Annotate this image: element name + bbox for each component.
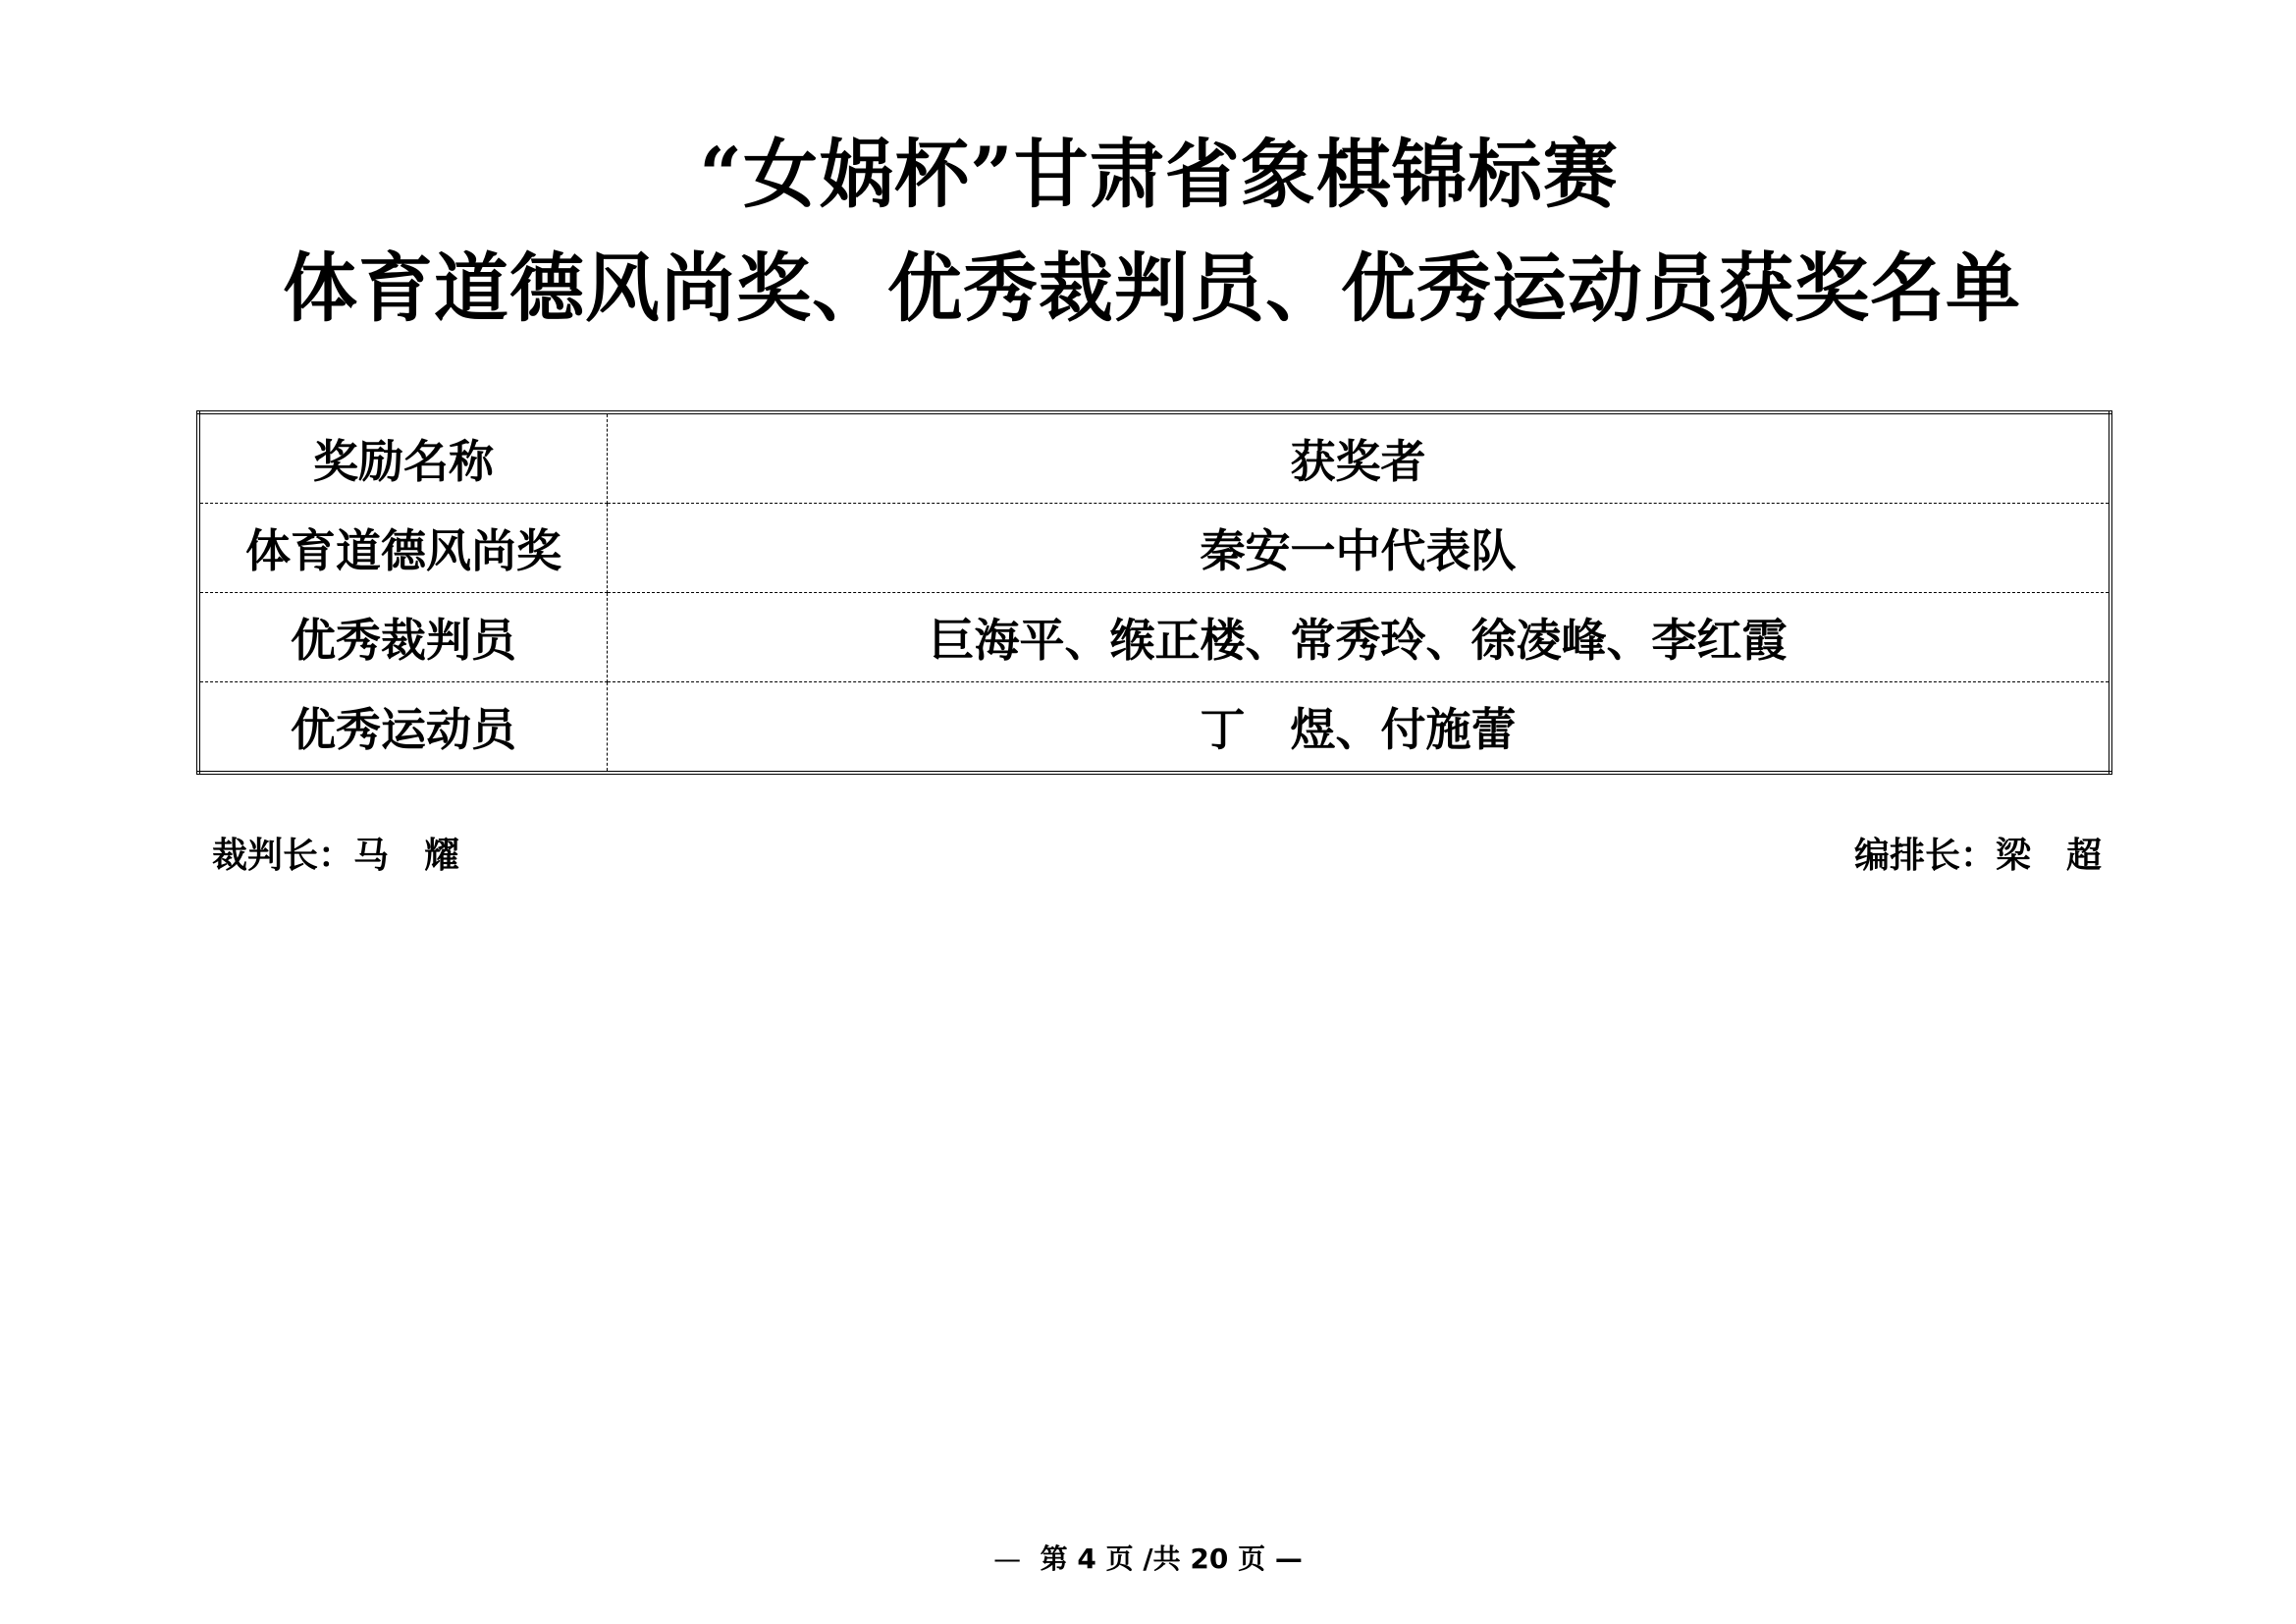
footer-dash: — xyxy=(993,1543,1022,1575)
winners-cell: 丁 煜、付施蕾 xyxy=(1200,703,1517,756)
title-line-1: “女娲杯”甘肃省象棋锦标赛 xyxy=(699,131,1619,218)
award-name-cell: 优秀运动员 xyxy=(198,682,608,774)
title-line-2: 体育道德风尚奖、优秀裁判员、优秀运动员获奖名单 xyxy=(283,244,2021,332)
winners-cell: 巨海平、缑正楼、常秀玲、徐凌峰、李红霞 xyxy=(608,593,2111,682)
winners-cell: 秦安一中代表队 xyxy=(608,504,2111,593)
chief-referee-signature: 裁判长：马 耀 xyxy=(212,836,460,876)
page-footer xyxy=(0,1538,2296,1577)
award-name-cell: 体育道德风尚奖 xyxy=(198,504,608,593)
table-row xyxy=(198,504,2110,593)
header-award-name: 奖励名称 xyxy=(198,412,608,504)
document-title xyxy=(0,118,2296,346)
award-table xyxy=(196,410,2112,775)
table-row xyxy=(198,682,2110,774)
table-header-row xyxy=(198,412,2110,504)
page-number-text: 第 4 页 /共 20 页 — xyxy=(1040,1543,1303,1575)
chief-arbiter-signature: 编排长：梁 超 xyxy=(1853,836,2102,876)
header-winners: 获奖者 xyxy=(608,412,2111,504)
table-row xyxy=(198,593,2110,682)
award-name-cell: 优秀裁判员 xyxy=(198,593,608,682)
